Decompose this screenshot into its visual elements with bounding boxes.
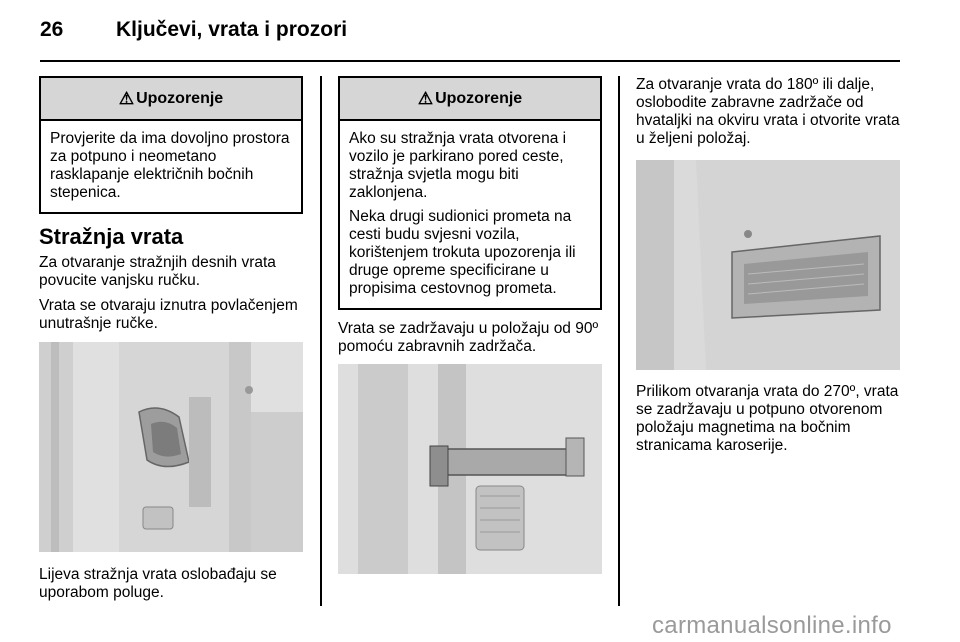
section-title: Stražnja vrata bbox=[39, 224, 184, 249]
warning-header bbox=[340, 78, 600, 121]
figure-door-check-strap bbox=[338, 364, 602, 574]
paragraph: Vrata se otvaraju iznutra povlačenjem unutrašnje ručke. bbox=[39, 297, 298, 332]
warning-box bbox=[39, 76, 303, 214]
figure-illustration bbox=[338, 364, 602, 574]
warning-text: Ako su stražnja vrata otvorena i vozilo je parkirano pored ceste, stražnja svjetla mogu biti zaklonjena. bbox=[349, 130, 567, 201]
paragraph: Prilikom otvaranja vrata do 270º, vrata se zadržavaju u potpuno otvorenom položaju magnetima na bočnim stranicama karoserije. bbox=[636, 383, 899, 454]
watermark: carmanualsonline.info bbox=[652, 612, 892, 639]
page-title: Ključevi, vrata i prozori bbox=[116, 18, 348, 41]
warning-body bbox=[41, 121, 301, 212]
header-rule bbox=[40, 60, 900, 62]
warning-title: Upozorenje bbox=[136, 89, 224, 107]
figure-door-magnet bbox=[636, 160, 900, 370]
warning-title: Upozorenje bbox=[435, 89, 523, 107]
column-divider-left bbox=[320, 76, 322, 606]
figure-illustration bbox=[39, 342, 303, 552]
warning-body bbox=[340, 121, 600, 308]
figure-illustration bbox=[636, 160, 900, 370]
warning-box bbox=[338, 76, 602, 310]
warning-text: Neka drugi sudionici prometa na cesti budu svjesni vozila, korištenjem trokuta upozorenja ili druge opreme specificirane u propisima cestovnog prometa. bbox=[349, 208, 576, 297]
paragraph: Za otvaranje vrata do 180º ili dalje, oslobodite zabravne zadržače od hvataljki na okviru vrata i otvorite vrata u željeni položaj. bbox=[636, 76, 900, 147]
column-2 bbox=[338, 76, 602, 574]
warning-triangle-icon: ⚠ bbox=[118, 88, 135, 108]
warning-triangle-icon: ⚠ bbox=[417, 88, 434, 108]
column-1 bbox=[39, 76, 303, 609]
paragraph: Lijeva stražnja vrata oslobađaju se uporabom poluge. bbox=[39, 566, 277, 601]
column-3 bbox=[636, 76, 900, 462]
paragraph: Vrata se zadržavaju u položaju od 90º pomoću zabravnih zadržača. bbox=[338, 320, 599, 355]
figure-inner-door-handle bbox=[39, 342, 303, 552]
warning-header bbox=[41, 78, 301, 121]
column-divider-right bbox=[618, 76, 620, 606]
warning-text: Provjerite da ima dovoljno prostora za potpuno i neometano rasklapanje električnih bočnih stepenica. bbox=[50, 130, 290, 201]
paragraph: Za otvaranje stražnjih desnih vrata povucite vanjsku ručku. bbox=[39, 254, 276, 289]
page-number: 26 bbox=[40, 18, 64, 41]
